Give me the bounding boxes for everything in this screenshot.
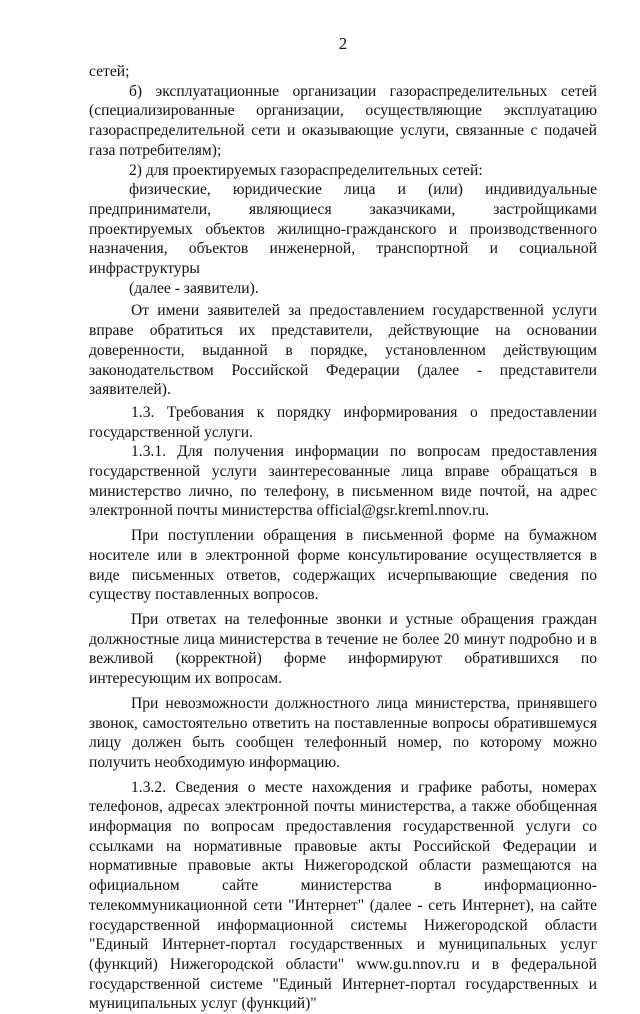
- document-page: [89, 34, 597, 1014]
- paragraph-representatives: От имени заявителей за предоставлением государственной услуги вправе обратиться их представители, действующие на основании доверенности, выданной в порядке, установленном действующим законодательством Российской Федерации (далее - представители заявителей).: [89, 302, 597, 399]
- paragraph-section-1-3: 1.3. Требования к порядку информирования о предоставлении государственной услуги.: [89, 403, 597, 441]
- paragraph-unable-to-answer: При невозможности должностного лица министерства, принявшего звонок, самостоятельно ответить на поставленные вопросы обратившемуся лицу должен быть сообщен телефонный номер, по которому можно получить необходимую информацию.: [89, 694, 597, 771]
- paragraph-section-1-3-2: 1.3.2. Сведения о месте нахождения и графике работы, номерах телефонов, адресах электронной почты министерства, а также обобщенная информация по вопросам предоставления государственной услуги со ссылками на нормативные правовые акты Российской Федерации и нормативные правовые акты Нижегородской области размещаются на официальном сайте министерства в информационно-телекоммуникационной сети "Интернет" (далее - сеть Интернет), на сайте государственной информационной системы Нижегородской области "Единый Интернет-портал государственных и муниципальных услуг (функций) Нижегородской области" www.gu.nnov.ru и в федеральной государственной системе "Единый Интернет-портал государственных и муниципальных услуг (функций)": [89, 778, 597, 1013]
- paragraph-applicants-def: (далее - заявители).: [129, 279, 259, 297]
- paragraph-item-2: 2) для проектируемых газораспределительных сетей:: [129, 161, 483, 179]
- paragraph-individuals: физические, юридические лица и (или) индивидуальные предприниматели, являющиеся заказчиками, застройщиками проектируемых объектов жилищно-гражданского и производственного назначения, объектов инженерной, транспортной и социальной инфраструктуры: [89, 181, 597, 278]
- paragraph-phone-calls: При ответах на телефонные звонки и устные обращения граждан должностные лица министерства в течение не более 20 минут подробно и в вежливой (корректной) форме информируют обратившихся по интересующим их вопросам.: [89, 610, 597, 688]
- paragraph-written-requests: При поступлении обращения в письменной форме на бумажном носителе или в электронной форме консультирование осуществляется в виде письменных ответов, содержащих исчерпывающие сведения по существу поставленных вопросов.: [89, 527, 597, 604]
- page-number: 2: [338, 34, 348, 53]
- paragraph-networks-end: сетей;: [89, 63, 130, 80]
- paragraph-item-b: б) эксплуатационные организации газораспределительных сетей (специализированные организации, осуществляющие эксплуатацию газораспределительной сети и оказывающие услуги, связанные с подачей газа потребителям);: [89, 82, 597, 159]
- paragraph-section-1-3-1: 1.3.1. Для получения информации по вопросам предоставления государственной услуги заинтересованные лица вправе обращаться в министерство лично, по телефону, в письменном виде почтой, на адрес электронной почты министерства official@gsr.kreml.nnov.ru.: [89, 443, 597, 520]
